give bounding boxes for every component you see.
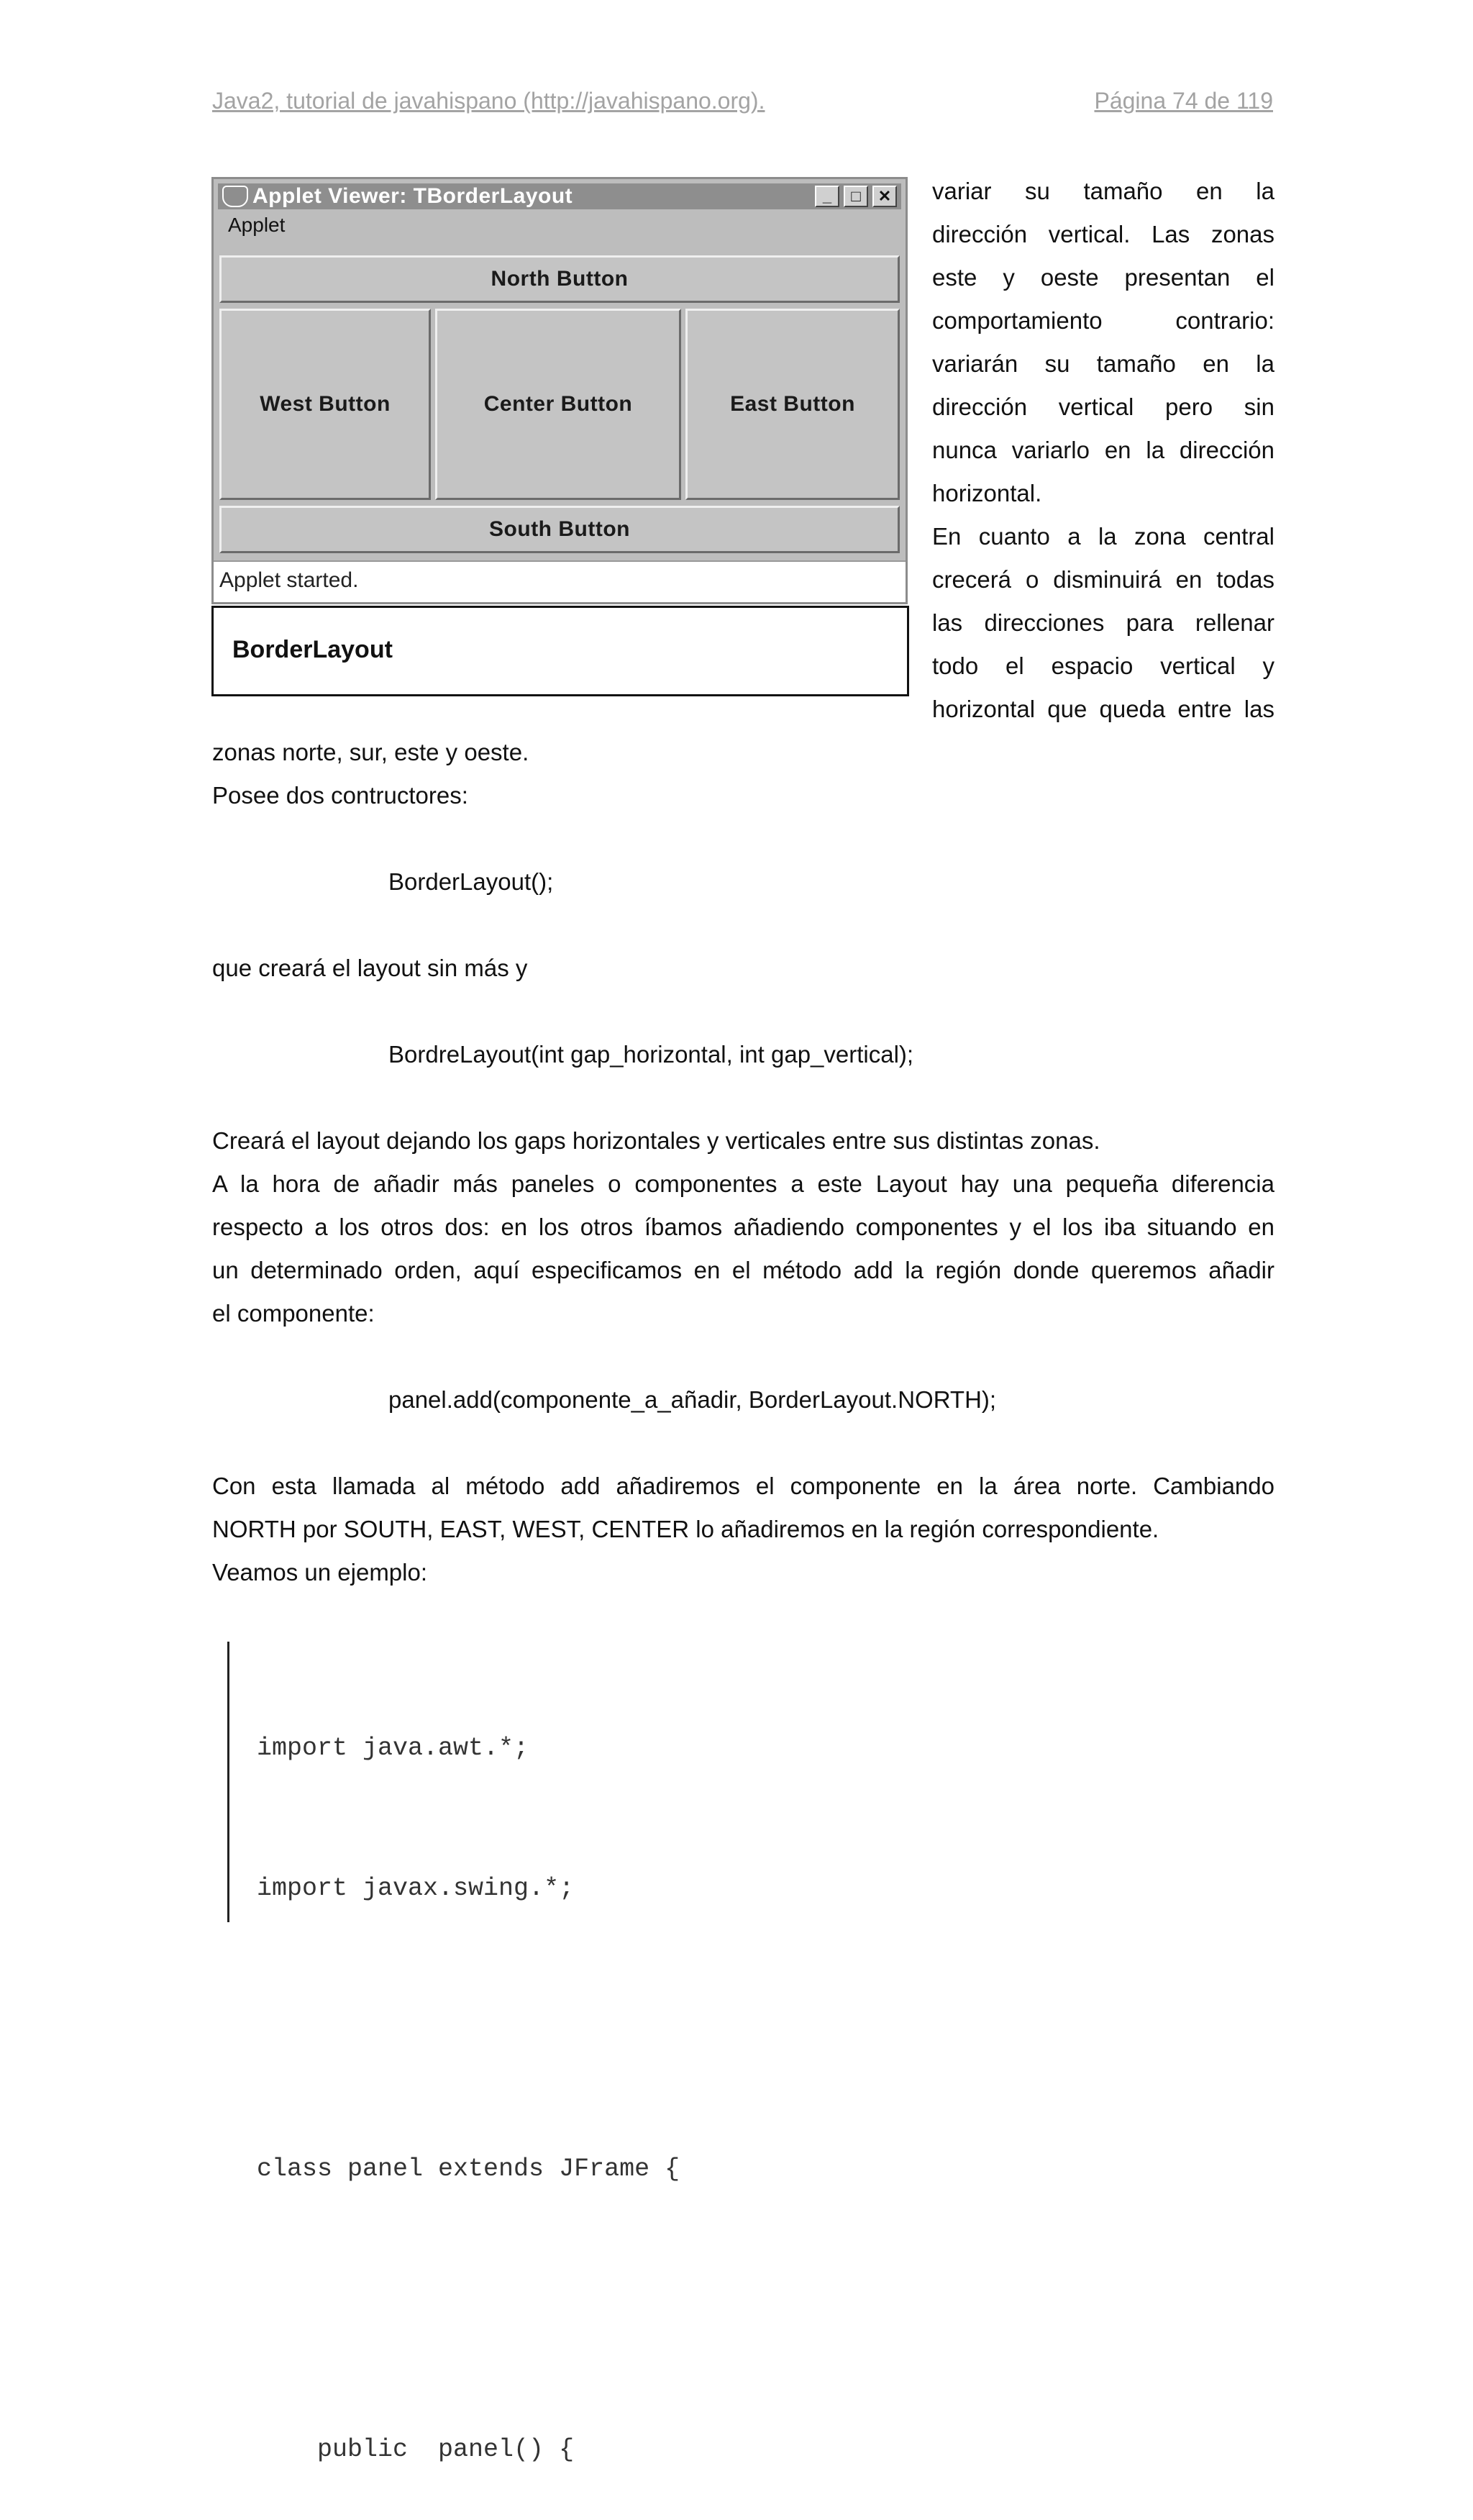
text-line: dirección vertical. Las zonas xyxy=(932,221,1274,247)
window-titlebar xyxy=(218,183,901,209)
north-button: North Button xyxy=(219,255,900,303)
paragraph xyxy=(212,1163,1274,1335)
paragraph: que creará el layout sin más y xyxy=(212,955,528,981)
text-line: variar su tamaño en la xyxy=(932,178,1274,204)
minimize-icon: _ xyxy=(815,186,839,207)
text-line: el componente: xyxy=(212,1300,375,1327)
paragraph: Veamos un ejemplo: xyxy=(212,1559,428,1586)
side-text-column xyxy=(932,170,1274,731)
code-line: public panel() { xyxy=(257,2435,575,2464)
text-line: variarán su tamaño en la xyxy=(932,350,1274,377)
west-button: West Button xyxy=(219,309,431,500)
center-button: Center Button xyxy=(435,309,681,500)
paragraph: Posee dos contructores: xyxy=(212,782,468,809)
code-line: import javax.swing.*; xyxy=(257,1874,575,1903)
text-line: nunca variarlo en la dirección xyxy=(932,437,1274,463)
page-number: Página 74 de 119 xyxy=(1094,88,1273,114)
paragraph: zonas norte, sur, este y oeste. xyxy=(212,739,529,765)
text-line: todo el espacio vertical y xyxy=(932,652,1274,679)
text-line: respecto a los otros dos: en los otros íbamos añadiendo componentes y el los iba situando en xyxy=(212,1214,1274,1240)
south-button: South Button xyxy=(219,506,900,553)
text-line: las direcciones para rellenar xyxy=(932,609,1274,636)
east-button: East Button xyxy=(685,309,900,500)
code-block xyxy=(257,1632,680,2520)
window-title: Applet Viewer: TBorderLayout xyxy=(252,184,573,208)
maximize-icon: □ xyxy=(844,186,868,207)
header-title[interactable]: Java2, tutorial de javahispano (http://javahispano.org). xyxy=(212,88,765,114)
text-line: En cuanto a la zona central xyxy=(932,523,1274,550)
text-line: dirección vertical pero sin xyxy=(932,394,1274,420)
text-line: NORTH por SOUTH, EAST, WEST, CENTER lo añadiremos en la región correspondiente. xyxy=(212,1516,1159,1542)
code-block-border xyxy=(227,1642,229,1922)
figure-caption: BorderLayout xyxy=(211,606,909,696)
text-line: horizontal que queda entre las xyxy=(932,696,1274,722)
text-line: un determinado orden, aquí especificamos en el método add la región donde queremos añadir xyxy=(212,1257,1274,1283)
text-line: A la hora de añadir más paneles o componentes a este Layout hay una pequeña diferencia xyxy=(212,1170,1274,1197)
applet-menu: Applet xyxy=(228,214,286,236)
code-inline: BorderLayout(); xyxy=(388,868,554,895)
close-icon: ✕ xyxy=(872,186,897,207)
java-cup-icon xyxy=(222,186,248,207)
text-line: este y oeste presentan el xyxy=(932,264,1274,291)
text-line: Con esta llamada al método add añadiremos el componente en la área norte. Cambiando xyxy=(212,1473,1274,1499)
code-line: class panel extends JFrame { xyxy=(257,2155,680,2183)
text-line: horizontal. xyxy=(932,480,1042,506)
paragraph: Creará el layout dejando los gaps horizontales y verticales entre sus distintas zonas. xyxy=(212,1127,1100,1154)
code-inline: BordreLayout(int gap_horizontal, int gap_vertical); xyxy=(388,1041,914,1068)
code-line xyxy=(257,2006,680,2052)
applet-window-figure xyxy=(211,177,908,604)
code-line xyxy=(257,2286,680,2333)
text-line: crecerá o disminuirá en todas xyxy=(932,566,1274,593)
paragraph xyxy=(212,1465,1274,1551)
code-inline: panel.add(componente_a_añadir, BorderLayout.NORTH); xyxy=(388,1386,997,1413)
code-line: import java.awt.*; xyxy=(257,1734,529,1762)
text-line: comportamiento contrario: xyxy=(932,307,1274,334)
applet-status: Applet started. xyxy=(214,560,906,602)
